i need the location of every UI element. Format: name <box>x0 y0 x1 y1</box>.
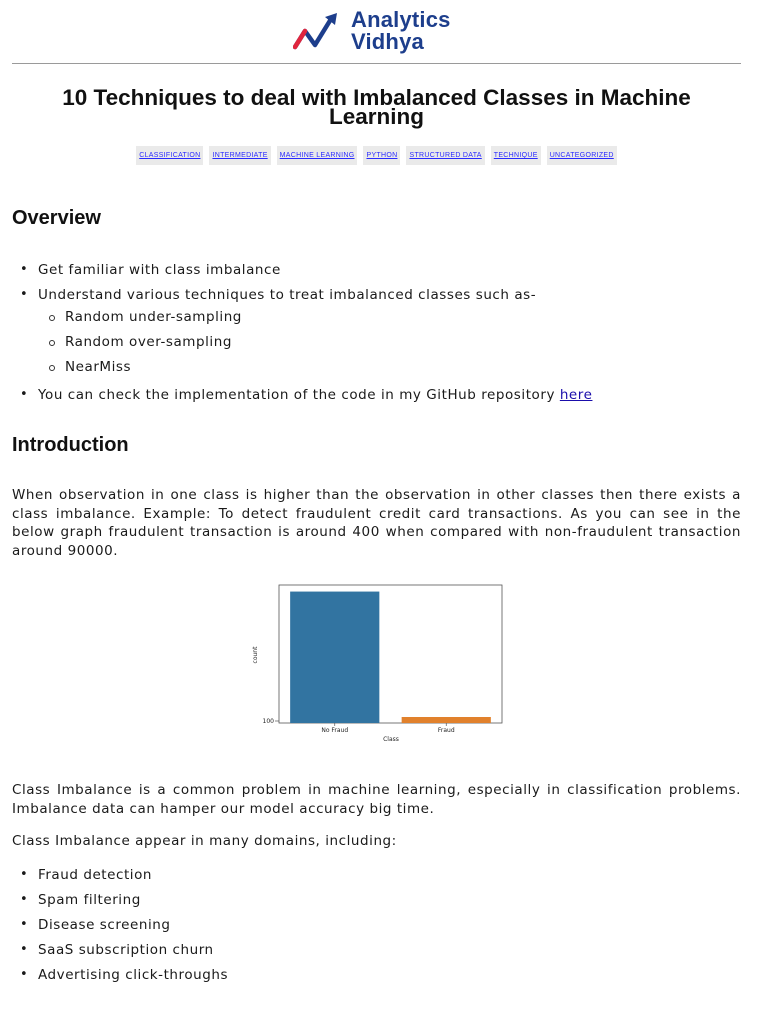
list-item: • Fraud detection <box>12 867 741 892</box>
domains-intro: Class Imbalance appear in many domains, including: <box>12 833 397 849</box>
site-header <box>12 0 741 64</box>
tag-link[interactable]: UNCATEGORIZED <box>547 146 617 165</box>
github-text: You can check the implementation of the code in my GitHub repository <box>38 387 560 403</box>
tag-link[interactable]: STRUCTURED DATA <box>406 146 484 165</box>
tag-list <box>12 146 741 165</box>
bar-fraud <box>402 717 491 723</box>
x-tick-label: No Fraud <box>321 727 349 734</box>
tag-link[interactable]: PYTHON <box>363 146 400 165</box>
list-item: • Get familiar with class imbalance <box>12 262 741 287</box>
bar-no-fraud <box>290 592 379 723</box>
github-repo-link[interactable]: here <box>559 387 593 403</box>
list-item: Random over-sampling <box>12 334 741 359</box>
site-logo[interactable] <box>293 7 473 57</box>
list-item: • Spam filtering <box>12 892 741 917</box>
analytics-vidhya-logo-icon <box>293 11 345 51</box>
techniques-sublist <box>12 309 741 384</box>
list-item: • SaaS subscription churn <box>12 942 741 967</box>
domains-list <box>12 867 741 992</box>
github-list <box>12 387 741 403</box>
x-axis-label: Class <box>383 736 399 743</box>
tag-link[interactable]: INTERMEDIATE <box>209 146 270 165</box>
list-item: • Disease screening <box>12 917 741 942</box>
y-axis-label: count <box>252 646 259 664</box>
overview-heading: Overview <box>12 207 101 229</box>
list-item: Random under-sampling <box>12 309 741 334</box>
x-tick-label: Fraud <box>437 727 455 734</box>
overview-list <box>12 262 741 309</box>
site-logo-text <box>351 9 451 53</box>
intro-paragraph: When observation in one class is higher than the observation in other classes then there exists a class imbalance. Example: To detect fraudulent credit card transactions. As you can see in the below graph fraudulent transaction is around 400 when compared with non-fraudulent transaction around 90000. <box>12 487 741 559</box>
x-category-labels <box>321 723 454 734</box>
tag-link[interactable]: CLASSIFICATION <box>136 146 203 165</box>
class-count-bar-chart <box>250 579 512 744</box>
list-item: • Advertising click-throughs <box>12 967 741 992</box>
logo-line-1: Analytics <box>351 7 451 32</box>
introduction-heading: Introduction <box>12 434 129 456</box>
imbalance-paragraph: Class Imbalance is a common problem in machine learning, especially in classification problems. Imbalance data can hamper our model accuracy big time. <box>12 782 741 817</box>
y-tick-label: 100 <box>262 718 274 725</box>
article-title: 10 Techniques to deal with Imbalanced Classes in Machine Learning <box>62 85 691 129</box>
tag-link[interactable]: TECHNIQUE <box>491 146 541 165</box>
article-page <box>12 0 741 983</box>
tag-link[interactable]: MACHINE LEARNING <box>277 146 358 165</box>
logo-line-2: Vidhya <box>351 29 424 54</box>
list-item: NearMiss <box>12 359 741 384</box>
list-item: • Understand various techniques to treat imbalanced classes such as- <box>12 287 741 309</box>
list-item <box>12 387 741 403</box>
